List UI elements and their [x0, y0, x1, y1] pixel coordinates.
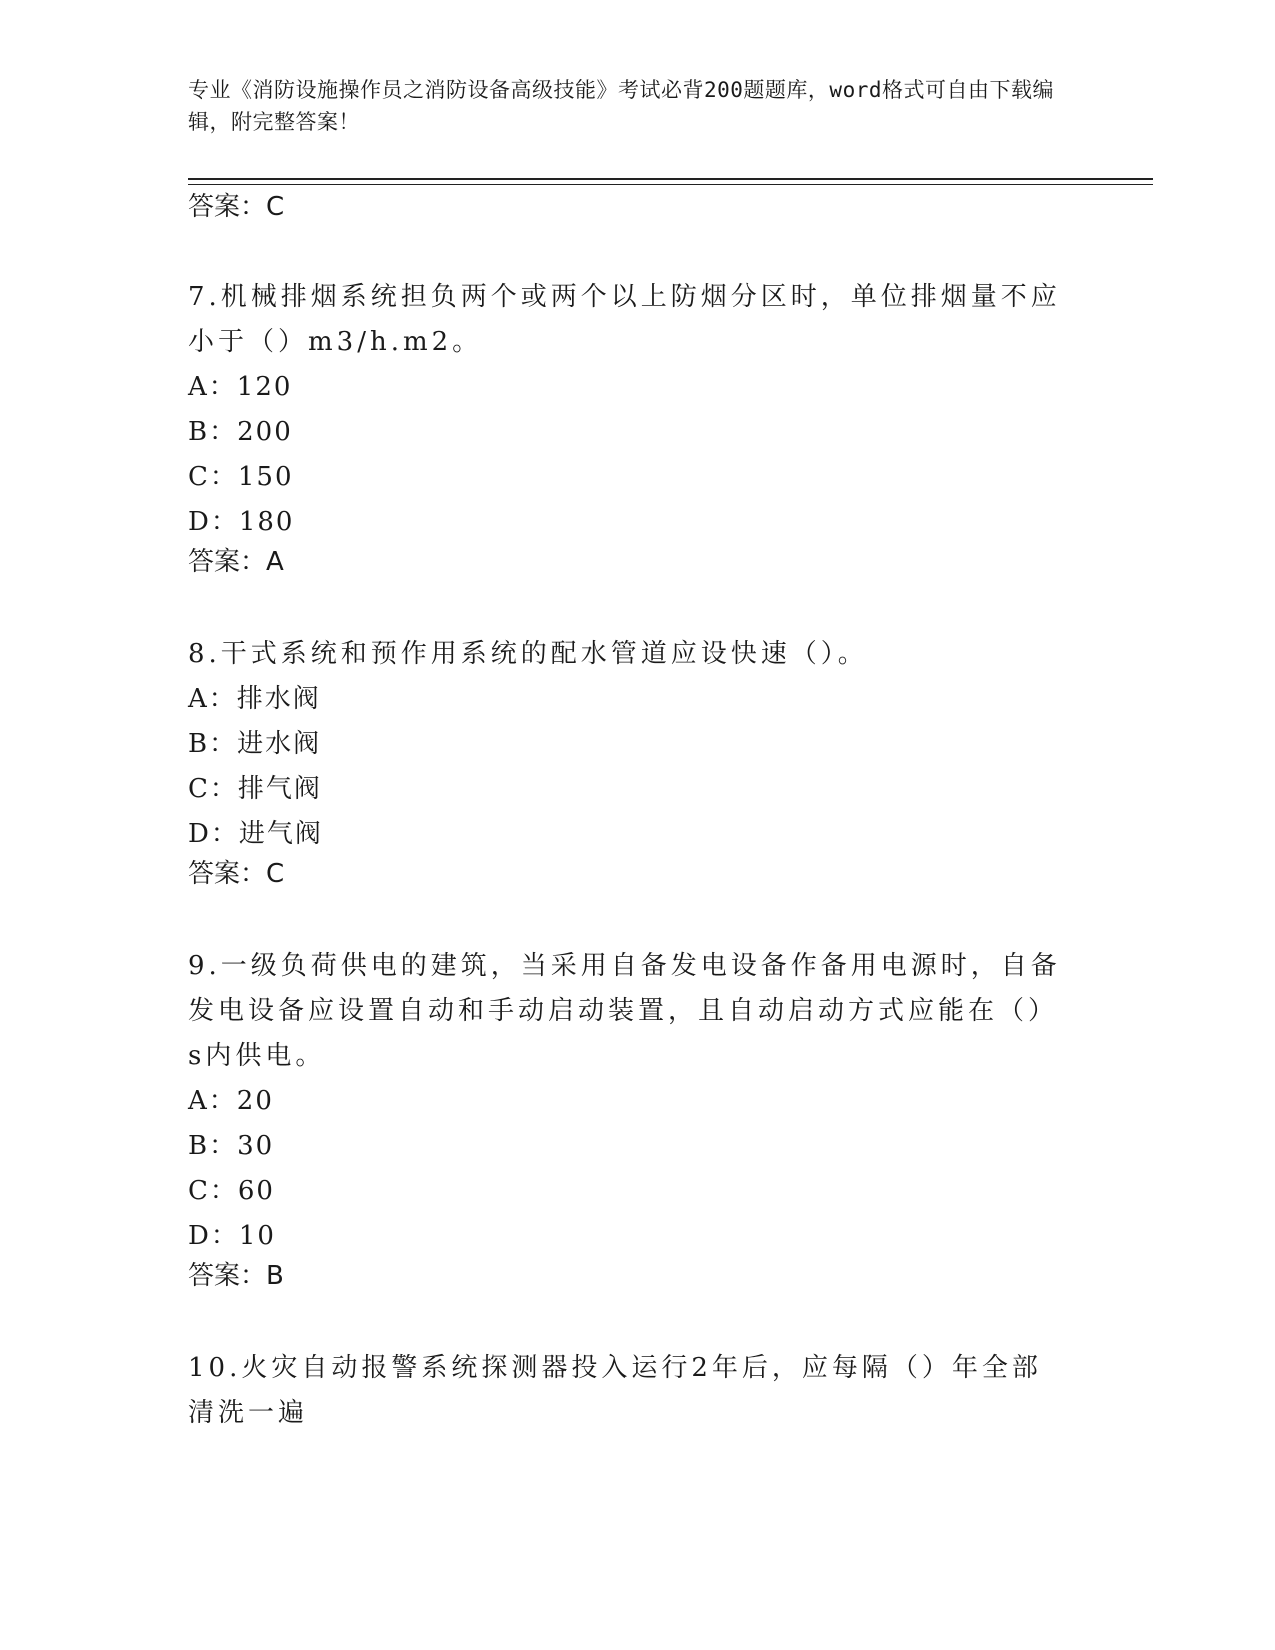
option-a: A：排水阀: [188, 684, 321, 714]
option-d: D：进气阀: [188, 819, 323, 849]
question-item: [188, 632, 1088, 891]
header-divider-thin: [188, 184, 1153, 185]
question-item: [188, 944, 1088, 1293]
option-c: C：150: [188, 462, 294, 492]
question-item: [188, 275, 1088, 579]
option-c: C：排气阀: [188, 774, 322, 804]
header-divider-thick: [188, 178, 1153, 180]
option-b: B：进水阀: [188, 729, 322, 759]
question-stem: 9.一级负荷供电的建筑，当采用自备发电设备作备用电源时，自备发电设备应设置自动和手动启动装置，且自动启动方式应能在（）s内供电。: [188, 951, 1061, 1071]
question-item: [188, 1346, 1088, 1436]
option-a: A：120: [188, 372, 293, 402]
option-d: D：180: [188, 507, 295, 537]
answer-line: 答案：C: [188, 859, 285, 889]
answer-line: 答案：C: [188, 192, 285, 222]
document-header: 专业《消防设施操作员之消防设备高级技能》考试必背200题题库，word格式可自由下载编辑，附完整答案！: [188, 78, 1054, 134]
option-b: B：200: [188, 417, 293, 447]
option-d: D：10: [188, 1221, 276, 1251]
question-list: [188, 190, 1088, 1436]
answer-line: 答案：B: [188, 1261, 284, 1291]
option-c: C：60: [188, 1176, 275, 1206]
option-a: A：20: [188, 1086, 274, 1116]
option-b: B：30: [188, 1131, 275, 1161]
question-stem: 7.机械排烟系统担负两个或两个以上防烟分区时，单位排烟量不应小于（）m3/h.m2。: [188, 282, 1061, 357]
answer-line: 答案：A: [188, 547, 284, 577]
question-stem: 10.火灾自动报警系统探测器投入运行2年后，应每隔（）年全部清洗一遍: [188, 1353, 1042, 1428]
question-stem: 8.干式系统和预作用系统的配水管道应设快速（）。: [188, 639, 868, 669]
